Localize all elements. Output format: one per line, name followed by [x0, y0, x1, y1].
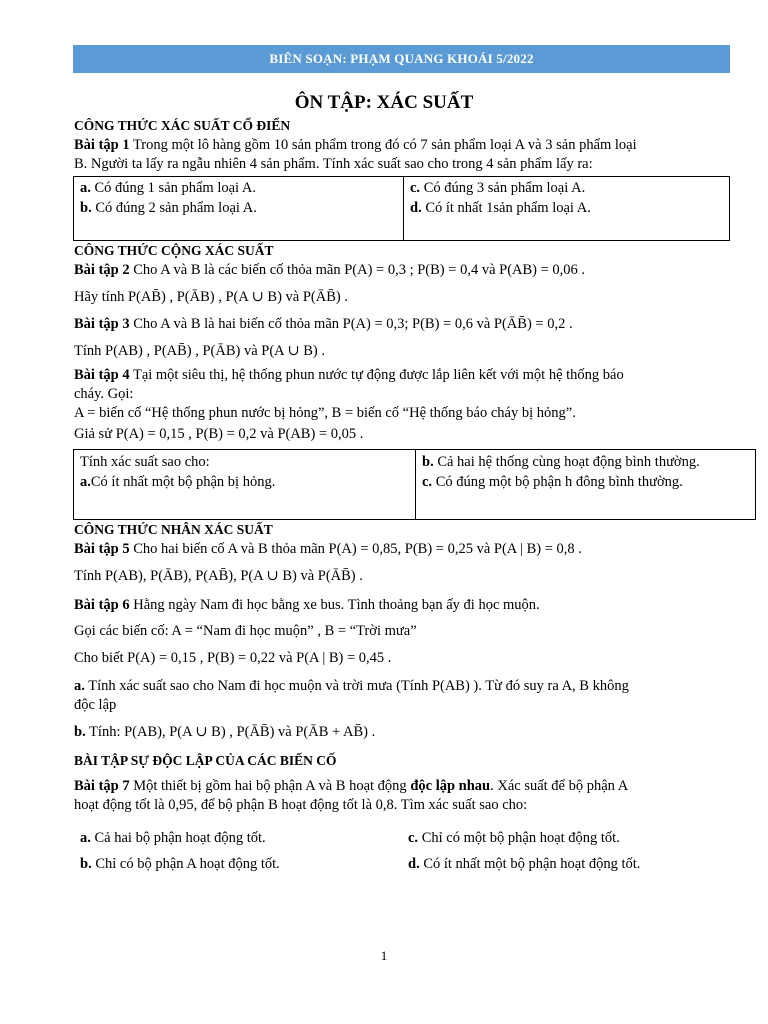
- ex5-line1: [74, 541, 582, 558]
- ex2-text1: Cho A và B là các biến cố thỏa mãn P(A) = 0,3 ; P(B) = 0,4 và P(AB) = 0,06 .: [129, 262, 586, 278]
- ex1-box-divider: [403, 177, 404, 240]
- option-label: d.: [410, 200, 422, 216]
- ex6-line3: Cho biết P(A) = 0,15 , P(B) = 0,22 và P(A | B) = 0,45 .: [74, 650, 392, 666]
- ex6-part-a-line1: [74, 678, 629, 695]
- ex4-line3: A = biến cố “Hệ thống phun nước bị hỏng”, B = biến cố “Hệ thống báo cháy bị hỏng”.: [74, 405, 576, 421]
- ex1-options-box: [73, 176, 730, 241]
- ex3-line2: Tính P(AB) , P(AB̄) , P(ĀB) và P(A ∪ B) .: [74, 343, 326, 359]
- ex7-line1: [74, 778, 628, 795]
- part-text: Tính xác suất sao cho Nam đi học muộn và trời mưa (Tính P(AB) ). Từ đó suy ra A, B không: [84, 678, 629, 694]
- option-text: Chỉ có bộ phận A hoạt động tốt.: [91, 856, 280, 872]
- option-label: a.: [80, 180, 91, 196]
- ex7-line2: hoạt động tốt là 0,95, để bộ phận B hoạt động tốt là 0,8. Tìm xác suất sao cho:: [74, 797, 528, 813]
- ex4-box-divider: [415, 450, 416, 519]
- ex4-option-a: [80, 474, 275, 491]
- option-label: d.: [408, 856, 420, 872]
- ex4-box-intro: Tính xác suất sao cho:: [80, 454, 210, 470]
- ex6-line2: Gọi các biến cố: A = “Nam đi học muộn” , B = “Trời mưa”: [74, 623, 417, 639]
- ex1-line2: B. Người ta lấy ra ngẫu nhiên 4 sản phẩm. Tính xác suất sao cho trong 4 sản phẩm lấy ra:: [74, 156, 593, 172]
- ex6-part-b: [74, 724, 375, 741]
- option-text: Có đúng 3 sản phẩm loại A.: [420, 180, 586, 196]
- ex7-emphasis: độc lập nhau: [410, 778, 491, 794]
- ex7-option-a: [80, 830, 266, 847]
- option-text: Có đúng 1 sản phẩm loại A.: [90, 180, 257, 196]
- part-text: Tính: P(AB), P(A ∪ B) , P(ĀB̄) và P(ĀB + AB̄) .: [85, 724, 376, 740]
- option-label: c.: [408, 830, 419, 846]
- option-text: Có đúng 2 sản phẩm loại A.: [91, 200, 257, 216]
- ex2-label: Bài tập 2: [74, 262, 130, 278]
- ex1-option-c: [410, 180, 585, 197]
- ex3-text1: Cho A và B là hai biến cố thỏa mãn P(A) = 0,3; P(B) = 0,6 và P(ĀB̄) = 0,2 .: [129, 316, 573, 332]
- page-title: ÔN TẬP: XÁC SUẤT: [294, 92, 474, 113]
- ex6-part-a-line2: độc lập: [74, 697, 117, 713]
- ex5-label: Bài tập 5: [74, 541, 130, 557]
- ex7-option-c: [408, 830, 620, 847]
- option-label: b.: [80, 856, 92, 872]
- ex2-line2: Hãy tính P(AB̄) , P(ĀB) , P(A ∪ B) và P(ĀB̄) .: [74, 289, 348, 305]
- section-heading-multiplication: CÔNG THỨC NHÂN XÁC SUẤT: [74, 522, 273, 537]
- ex1-line1: [74, 137, 637, 154]
- option-label: c.: [410, 180, 421, 196]
- option-text: Có đúng một bộ phận h đông bình thường.: [432, 474, 683, 490]
- part-label: a.: [74, 678, 85, 694]
- ex6-label: Bài tập 6: [74, 597, 130, 613]
- ex7-option-b: [80, 856, 280, 873]
- ex7-text1: Một thiết bị gồm hai bộ phận A và B hoạt động: [129, 778, 411, 794]
- ex5-text1: Cho hai biến cố A và B thỏa mãn P(A) = 0,85, P(B) = 0,25 và P(A | B) = 0,8 .: [129, 541, 582, 557]
- ex3-label: Bài tập 3: [74, 316, 130, 332]
- ex7-option-d: [408, 856, 640, 873]
- ex7-text1-end: . Xác suất để bộ phận A: [490, 778, 629, 794]
- ex4-label: Bài tập 4: [74, 367, 130, 383]
- option-text: Có ít nhất một bộ phận bị hỏng.: [90, 474, 276, 490]
- ex3-line1: [74, 316, 573, 333]
- ex4-line4: Giả sử P(A) = 0,15 , P(B) = 0,2 và P(AB) = 0,05 .: [74, 426, 364, 442]
- option-label: b.: [80, 200, 92, 216]
- ex1-option-d: [410, 200, 591, 217]
- header-banner: BIÊN SOẠN: PHẠM QUANG KHOÁI 5/2022: [73, 45, 730, 73]
- option-text: Có ít nhất 1sản phẩm loại A.: [421, 200, 591, 216]
- ex4-line1: [74, 367, 624, 384]
- ex4-option-b: [422, 454, 700, 471]
- option-label: b.: [422, 454, 434, 470]
- option-text: Có ít nhất một bộ phận hoạt động tốt.: [419, 856, 641, 872]
- section-heading-classical: CÔNG THỨC XÁC SUẤT CỔ ĐIỂN: [74, 118, 291, 133]
- ex7-label: Bài tập 7: [74, 778, 130, 794]
- ex4-option-c: [422, 474, 683, 491]
- ex1-text1: Trong một lô hàng gồm 10 sản phẩm trong đó có 7 sản phẩm loại A và 3 sản phẩm loại: [129, 137, 637, 153]
- page-number: 1: [380, 948, 388, 963]
- option-text: Cả hai hệ thống cùng hoạt động bình thường.: [433, 454, 700, 470]
- ex1-option-a: [80, 180, 256, 197]
- ex6-text1: Hằng ngày Nam đi học bằng xe bus. Tình thoảng bạn ấy đi học muộn.: [129, 597, 540, 613]
- ex4-line2: cháy. Gọi:: [74, 386, 134, 402]
- ex1-label: Bài tập 1: [74, 137, 130, 153]
- section-heading-addition: CÔNG THỨC CỘNG XÁC SUẤT: [74, 243, 274, 258]
- part-label: b.: [74, 724, 86, 740]
- ex6-line1: [74, 597, 540, 614]
- ex2-line1: [74, 262, 585, 279]
- option-label: c.: [422, 474, 433, 490]
- ex4-text1: Tại một siêu thị, hệ thống phun nước tự động được lắp liên kết với một hệ thống báo: [129, 367, 624, 383]
- option-label: a.: [80, 474, 91, 490]
- ex4-options-box: [73, 449, 756, 520]
- option-text: Chỉ có một bộ phận hoạt động tốt.: [418, 830, 620, 846]
- option-text: Cả hai bộ phận hoạt động tốt.: [90, 830, 266, 846]
- section-heading-independence: BÀI TẬP SỰ ĐỘC LẬP CỦA CÁC BIẾN CỐ: [74, 753, 337, 768]
- ex5-line2: Tính P(AB), P(ĀB), P(AB̄), P(A ∪ B) và P(ĀB̄) .: [74, 568, 363, 584]
- option-label: a.: [80, 830, 91, 846]
- ex1-option-b: [80, 200, 257, 217]
